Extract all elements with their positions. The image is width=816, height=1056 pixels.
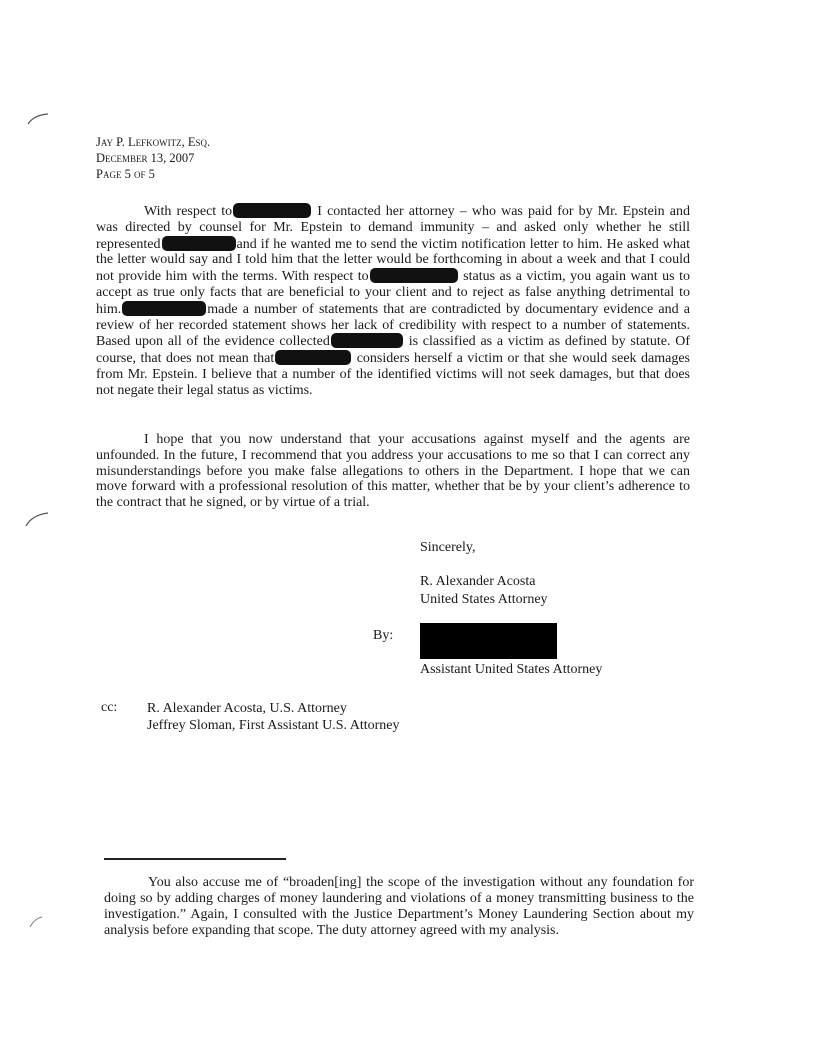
paragraph1-segment-1: With respect to [144,204,233,219]
redaction-block [370,268,458,283]
cc-recipient-2: Jeffrey Sloman, First Assistant U.S. Attorney [147,718,400,733]
signer-title: Assistant United States Attorney [420,662,603,677]
paragraph1-segment-2: I contacted her attorney – who was paid for by Mr. Epstein and was directed by counsel for Mr. Epstein to demand immunity – and asked only whether he still represented [96,204,690,252]
paragraph1-segment-5: made a number of statements that are contradicted by documentary evidence and a review of her recorded statement shows her lack of credibility with respect to a number of statements. Based upon all of the evidence collected [96,301,690,350]
header-date: December 13, 2007 [96,151,195,165]
margin-mark-middle [24,510,50,528]
paragraph1-segment-3: and if he wanted me to send the victim notification letter to him. He asked what the letter would say and I told him that the letter would be forthcoming in about a week and that I could not provide him with the terms. With respect to [96,236,690,285]
redaction-block [122,301,206,316]
footnote [104,875,694,939]
redaction-block [162,236,236,251]
signature-by-label: By: [373,628,394,643]
signature-title: United States Attorney [420,592,548,607]
redaction-block [233,203,311,218]
cc-label: cc: [101,700,118,715]
header-page-number: Page 5 of 5 [96,167,155,181]
cc-recipients [147,700,400,734]
header-recipient: Jay P. Lefkowitz, Esq. [96,135,211,149]
letter-header [96,134,210,182]
footnote-divider [104,858,286,860]
paragraph2-text: I hope that you now understand that your accusations against myself and the agents are unfounded. In the future, I recommend that you address your accusations to me so that I can correct any misunderstandings before you make false allegations to others in the Department. I hope that we can move forward with a professional resolution of this matter, whether that be by your client’s adherence to the contract that he signed, or by virtue of a trial. [96,432,690,511]
margin-mark-top [26,112,50,126]
signature-closing: Sincerely, [420,540,476,555]
redaction-block [331,333,403,348]
body-paragraph-1 [96,203,690,399]
paragraph1-segment-7: considers herself a victim or that she would seek damages from Mr. Epstein. I believe that a number of the identified victims will not seek damages, but that does not negate their legal status as victims. [96,351,690,398]
paragraph1-segment-4: status as a victim, you again want us to accept as true only facts that are beneficial to your client and to reject as false anything detrimental to him. [96,269,690,317]
signature-name: R. Alexander Acosta [420,574,536,589]
redaction-block [275,350,351,365]
body-paragraph-2 [96,432,690,511]
margin-mark-bottom [28,915,44,929]
signature-redaction-block [420,623,557,659]
paragraph1-segment-6: is classified as a victim as defined by statute. Of course, that does not mean that [96,334,690,367]
cc-recipient-1: R. Alexander Acosta, U.S. Attorney [147,701,347,716]
footnote-text: You also accuse me of “broaden[ing] the scope of the investigation without any foundation for doing so by adding charges of money laundering and violations of a money transmitting business to the investigation.” Again, I consulted with the Justice Department’s Money Laundering Section about my analysis before expanding that scope. The duty attorney agreed with my analysis. [104,875,694,938]
